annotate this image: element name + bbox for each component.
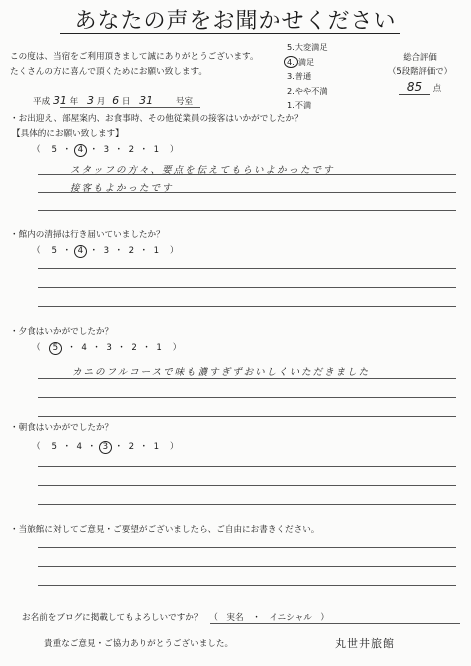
- room-unit: 号室: [175, 97, 194, 107]
- question-3-label: ・夕食はいかがでしたか？: [10, 327, 114, 337]
- question-1-label: ・お出迎え、部屋案内、お食事時、その他従業員の接客はいかがでしたか？: [10, 114, 303, 124]
- question-4-scale: （ 5 ・ 4 ・ 3 ・ 2 ・ 1 ）: [32, 442, 179, 452]
- blog-consent: [22, 611, 329, 623]
- scale-option: 2: [128, 246, 135, 256]
- question-5-label: ・当旅館に対してご意見・ご要望がございましたら、ご自由にお書きください。: [10, 525, 320, 535]
- scale-option: 2: [128, 145, 135, 155]
- legend-item: 4. 満足: [287, 55, 328, 70]
- date-day-unit: 日: [121, 97, 131, 107]
- intro-line: この度は、当宿をご利用頂きまして誠にありがとうございます。: [10, 52, 259, 62]
- legend-item: 5.大変満足: [287, 42, 328, 52]
- ruled-line: [38, 566, 456, 567]
- scale-option: 1: [153, 145, 160, 155]
- scale-option: 4: [81, 343, 87, 353]
- scale-option: 3: [103, 145, 110, 155]
- blog-choice: （ 実名 ・ イニシャル ）: [209, 613, 330, 623]
- ruled-line: [38, 268, 456, 269]
- title-underline: [60, 33, 400, 34]
- ruled-line: [38, 485, 456, 486]
- ruled-line: [38, 504, 456, 505]
- inn-name: 丸世井旅館: [335, 637, 395, 650]
- scale-option: 2: [128, 442, 135, 452]
- question-3-scale: （ 5 ・ 4 ・ 3 ・ 2 ・ 1 ）: [32, 343, 182, 353]
- name-underline: [210, 623, 460, 624]
- ruled-line: [38, 210, 456, 211]
- scale-option-selected: 3: [99, 441, 112, 454]
- date-underline: [60, 107, 200, 108]
- overall-score: [380, 80, 460, 95]
- scale-option: 5: [51, 442, 57, 452]
- ruled-line: [38, 416, 456, 417]
- date-day: 6: [112, 94, 120, 107]
- scale-option: 4: [76, 442, 82, 452]
- intro-line: たくさんの方に喜んで頂くためにお願い致します。: [10, 67, 207, 77]
- form-title: あなたの声をお聞かせください: [74, 9, 397, 34]
- scale-option-selected: 4: [74, 245, 87, 258]
- question-1-answer-line: スタッフの方々、要点を伝えてもらいよかったです: [70, 165, 335, 176]
- scale-option: 3: [106, 343, 112, 353]
- ruled-line: [38, 397, 456, 398]
- intro-text: [10, 50, 259, 80]
- overall-label: 総合評価: [403, 52, 437, 62]
- legend-item: 3.普通: [287, 71, 312, 81]
- question-2-label: ・館内の清掃は行き届いていましたか？: [10, 230, 165, 240]
- date-year-unit: 年: [69, 97, 79, 107]
- scale-option-selected: 5: [49, 342, 62, 355]
- overall-unit: 点: [432, 83, 442, 93]
- rating-legend: [287, 40, 328, 113]
- ruled-line: [38, 306, 456, 307]
- scale-option: 5: [51, 145, 57, 155]
- question-1-request: 【具体的にお願い致します】: [12, 129, 124, 139]
- question-3-answer-line: カニのフルコースで味も濃すぎずおいしくいただきました: [72, 367, 371, 378]
- overall-sub: （5段階評価で）: [388, 66, 452, 76]
- blog-question: お名前をブログに掲載してもよろしいですか？: [22, 613, 203, 623]
- ruled-line: [38, 174, 456, 175]
- legend-item: 1.不満: [287, 100, 312, 110]
- date-era: 平成: [33, 97, 51, 107]
- scale-option-selected: 4: [74, 144, 87, 157]
- question-1-scale: （ 5 ・ 4 ・ 3 ・ 2 ・ 1 ）: [32, 145, 179, 155]
- ruled-line: [38, 466, 456, 467]
- stay-date: [33, 94, 193, 107]
- date-month-unit: 月: [96, 97, 106, 107]
- scale-option: 1: [156, 343, 162, 353]
- thanks-text: 貴重なご意見・ご協力ありがとうございました。: [44, 639, 234, 649]
- overall-value: 85: [399, 80, 430, 95]
- question-4-label: ・朝食はいかがでしたか？: [10, 423, 114, 433]
- question-2-scale: （ 5 ・ 4 ・ 3 ・ 2 ・ 1 ）: [32, 246, 179, 256]
- room-number: 31: [139, 94, 154, 107]
- scale-option: 3: [103, 246, 110, 256]
- legend-item: 2.やや不満: [287, 85, 328, 96]
- date-month: 3: [87, 94, 95, 107]
- date-year: 31: [52, 94, 67, 107]
- ruled-line: [38, 547, 456, 548]
- overall-evaluation: [380, 50, 460, 95]
- ruled-line: [38, 585, 456, 586]
- ruled-line: [38, 287, 456, 288]
- scale-option: 5: [51, 246, 57, 256]
- ruled-line: [38, 192, 456, 193]
- question-1-answer-line: 接客もよかったです: [70, 183, 174, 194]
- scale-option: 2: [131, 343, 137, 353]
- scale-option: 1: [153, 442, 160, 452]
- ruled-line: [38, 378, 456, 379]
- scale-option: 1: [153, 246, 160, 256]
